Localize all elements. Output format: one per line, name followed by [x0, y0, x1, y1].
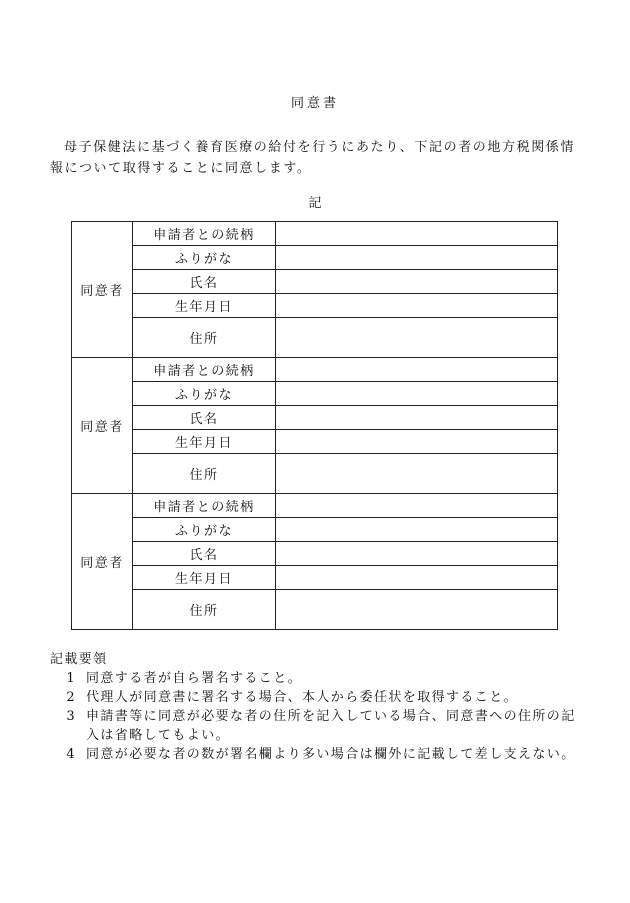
field-label: 住所 — [133, 454, 276, 494]
ki-heading: 記 — [308, 196, 322, 211]
furigana-field[interactable] — [276, 382, 558, 406]
relationship-field[interactable] — [276, 494, 558, 518]
consenter-label: 同意者 — [72, 494, 133, 630]
table-row — [72, 382, 558, 406]
field-label: 生年月日 — [133, 430, 276, 454]
note-number: 1 — [66, 671, 76, 686]
birthdate-field[interactable] — [276, 430, 558, 454]
birthdate-field[interactable] — [276, 566, 558, 590]
table-row — [72, 406, 558, 430]
field-label: ふりがな — [133, 382, 276, 406]
field-label: 氏名 — [133, 542, 276, 566]
note-number: 2 — [66, 690, 76, 705]
note-number: 3 — [66, 709, 76, 724]
furigana-field[interactable] — [276, 246, 558, 270]
table-row — [72, 294, 558, 318]
consenter-label: 同意者 — [72, 222, 133, 358]
field-label: 生年月日 — [133, 566, 276, 590]
table-row — [72, 518, 558, 542]
table-row — [72, 494, 558, 518]
note-text: 同意が必要な者の数が署名欄より多い場合は欄外に記載して差し支えない。 — [86, 747, 576, 762]
field-label: 氏名 — [133, 270, 276, 294]
note-number: 4 — [66, 747, 76, 762]
furigana-field[interactable] — [276, 518, 558, 542]
field-label: 生年月日 — [133, 294, 276, 318]
table-row — [72, 246, 558, 270]
table-row — [72, 358, 558, 382]
list-item — [50, 745, 585, 764]
field-label: 申請者との続柄 — [133, 222, 276, 246]
field-label: 氏名 — [133, 406, 276, 430]
table-row — [72, 318, 558, 358]
intro-paragraph: 母子保健法に基づく養育医療の給付を行うにあたり、下記の者の地方税関係情報について取得することに同意します。 — [50, 140, 576, 176]
address-field[interactable] — [276, 590, 558, 630]
document-title: 同意書 — [290, 96, 339, 111]
field-label: 住所 — [133, 318, 276, 358]
consent-table — [71, 221, 558, 630]
relationship-field[interactable] — [276, 222, 558, 246]
table-row — [72, 270, 558, 294]
list-item — [50, 688, 585, 707]
table-row — [72, 566, 558, 590]
table-row — [72, 430, 558, 454]
table-row — [72, 454, 558, 494]
name-field[interactable] — [276, 270, 558, 294]
birthdate-field[interactable] — [276, 294, 558, 318]
notes-heading: 記載要領 — [50, 652, 108, 667]
name-field[interactable] — [276, 406, 558, 430]
notes-section — [50, 650, 585, 764]
note-text: 代理人が同意書に署名する場合、本人から委任状を取得すること。 — [86, 690, 519, 705]
list-item — [50, 669, 585, 688]
consenter-label: 同意者 — [72, 358, 133, 494]
field-label: 住所 — [133, 590, 276, 630]
field-label: 申請者との続柄 — [133, 358, 276, 382]
list-item — [50, 707, 585, 745]
name-field[interactable] — [276, 542, 558, 566]
relationship-field[interactable] — [276, 358, 558, 382]
field-label: ふりがな — [133, 518, 276, 542]
table-row — [72, 590, 558, 630]
table-row — [72, 222, 558, 246]
note-text: 申請書等に同意が必要な者の住所を記入している場合、同意書への住所の記入は省略してもよい。 — [86, 709, 576, 743]
address-field[interactable] — [276, 454, 558, 494]
table-row — [72, 542, 558, 566]
note-text: 同意する者が自ら署名すること。 — [86, 671, 303, 686]
address-field[interactable] — [276, 318, 558, 358]
field-label: 申請者との続柄 — [133, 494, 276, 518]
field-label: ふりがな — [133, 246, 276, 270]
